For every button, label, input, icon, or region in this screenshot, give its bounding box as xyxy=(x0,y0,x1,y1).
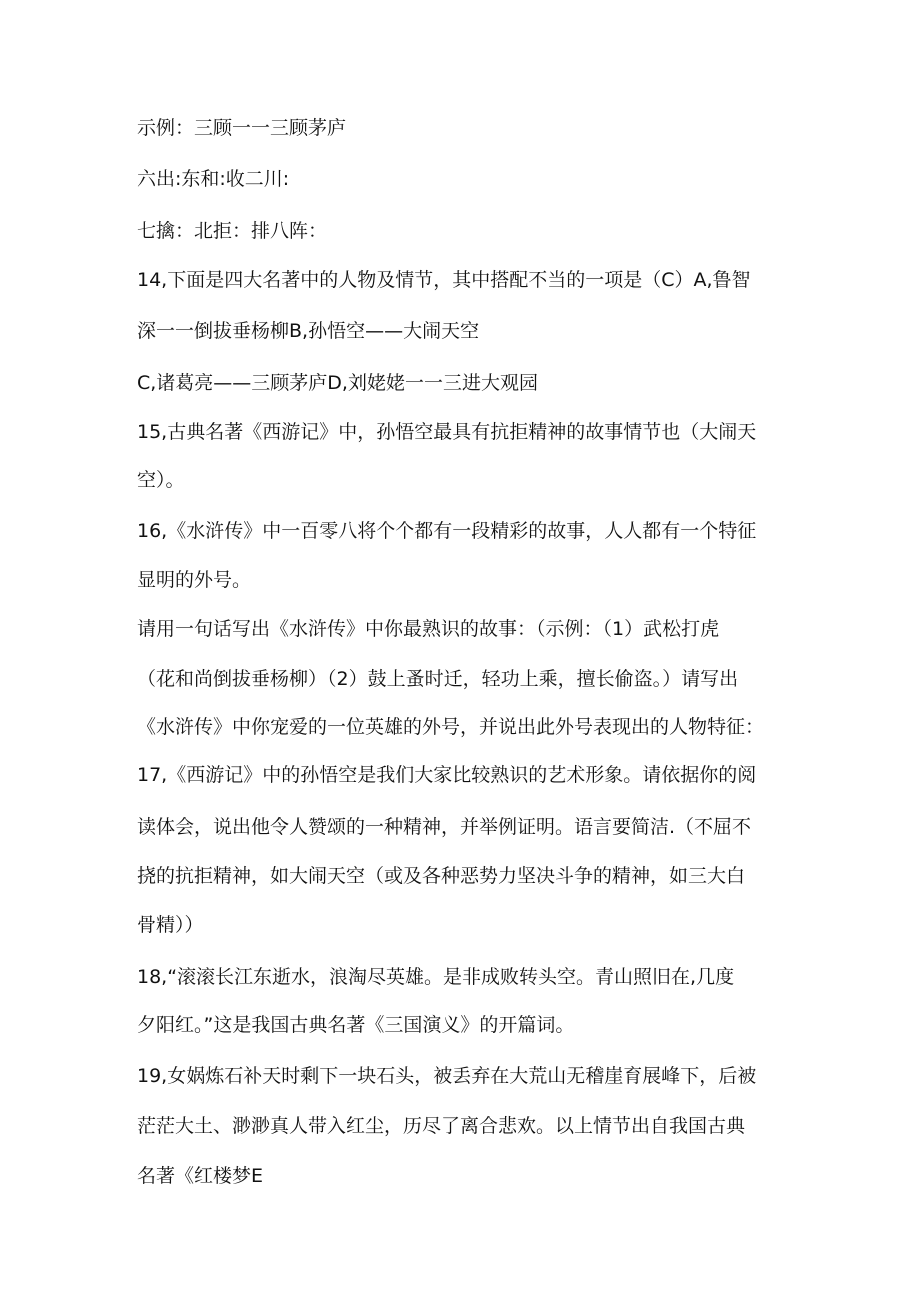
question-14-line-3: C,诸葛亮——三顾茅庐D,刘姥姥一一三进大观园 xyxy=(137,372,538,394)
question-17-line-1: 17,《西游记》中的孙悟空是我们大家比较熟识的艺术形象。请依据你的阅 xyxy=(137,764,757,786)
question-19-line-1: 19,女娲炼石补天时剩下一块石头，被丢弃在大荒山无稽崖育展峰下，后被 xyxy=(137,1065,757,1087)
question-19-line-2: 茫茫大土、渺渺真人带入红尘，历尽了离合悲欢。以上情节出自我国古典 xyxy=(137,1115,746,1137)
document-body xyxy=(137,116,787,1188)
question-18-line-1: 18,“滚滚长江东逝水，浪淘尽英雄。是非成败转头空。青山照旧在,几度 xyxy=(137,966,735,988)
question-17-line-3: 挠的抗拒精神，如大闹天空（或及各种恶势力坚决斗争的精神，如三大白 xyxy=(137,865,746,887)
question-17-line-4: 骨精）） xyxy=(137,914,204,936)
question-15-line-1: 15,古典名著《西游记》中，孙悟空最具有抗拒精神的故事情节也（大闹天 xyxy=(137,421,757,443)
question-16-prompt-line-3: 《水浒传》中你宠爱的一位英雄的外号，并说出此外号表现出的人物特征： xyxy=(137,716,765,738)
question-16-line-1: 16,《水浒传》中一百零八将个个都有一段精彩的故事，人人都有一个特征 xyxy=(137,520,757,542)
question-14-line-2: 深一一倒拔垂杨柳B,孙悟空——大闹天空 xyxy=(137,320,480,342)
text-line: 七擒：北拒：排八阵： xyxy=(137,220,328,242)
question-19-line-3: 名著《红楼梦E xyxy=(137,1165,264,1187)
text-line: 六出:东和:收二川: xyxy=(137,168,290,190)
question-16-prompt-line-2: （花和尚倒拔垂杨柳）（2）鼓上蚤时迁，轻功上乘，擅长偷盗。）请写出 xyxy=(137,668,739,690)
question-17-line-2: 读体会，说出他令人赞颂的一种精神，并举例证明。语言要简洁.（不屈不 xyxy=(137,816,752,838)
question-16-line-2: 显明的外号。 xyxy=(137,569,252,591)
text-line: 示例：三顾一一三顾茅庐 xyxy=(137,117,347,139)
question-16-prompt-line-1: 请用一句话写出《水浒传》中你最熟识的故事：（示例：（1）武松打虎 xyxy=(137,618,720,640)
question-15-line-2: 空）。 xyxy=(137,469,185,491)
question-18-line-2: 夕阳红。”这是我国古典名著《三国演义》的开篇词。 xyxy=(137,1014,575,1036)
question-14-line-1: 14,下面是四大名著中的人物及情节，其中搭配不当的一项是（C）A,鲁智 xyxy=(137,269,751,291)
